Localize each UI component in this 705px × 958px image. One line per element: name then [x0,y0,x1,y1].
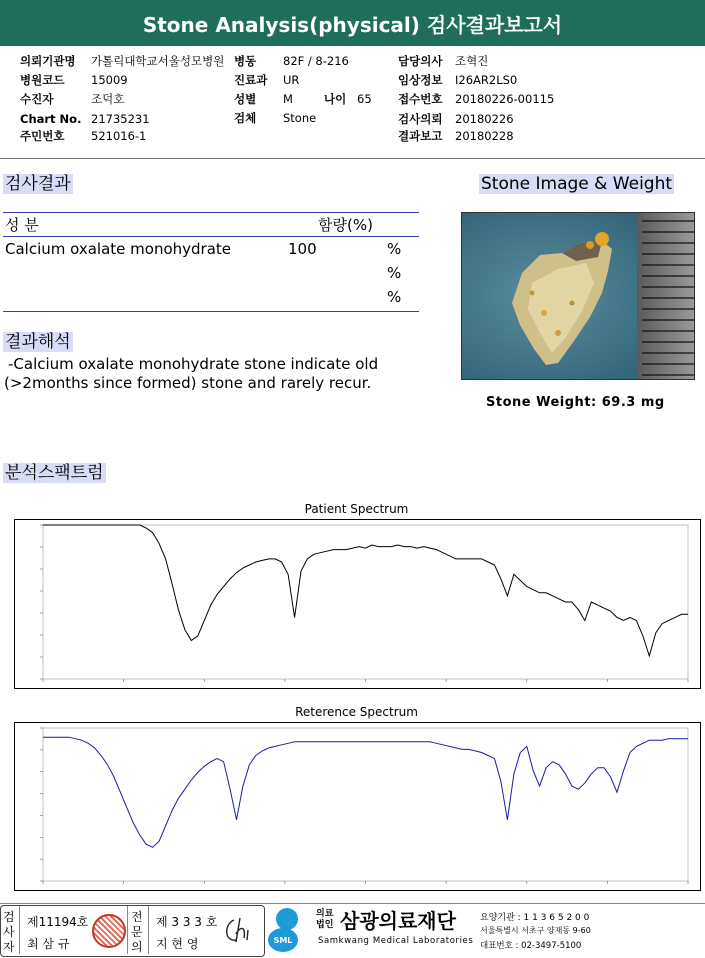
doctor-label: 담당의사 [398,54,443,68]
ward-value: 82F / 8-216 [283,54,349,68]
org-code: 요양기관 : 1 1 3 6 5 2 0 0 [480,913,590,923]
code-label: 병원코드 [20,73,65,87]
footer-divider [0,903,705,904]
hospital-label: 의뢰기관명 [20,54,76,68]
value-cell: 100 [288,240,317,258]
unit-cell: % [387,264,402,282]
spectrum-title: 분석스팩트럼 [5,463,104,483]
hospital-value: 가톨릭대학교서울성모병원 [91,54,225,68]
stone-image-title: Stone Image & Weight [481,174,673,194]
age-label: 나이 [324,92,347,106]
rrn-value: 521016-1 [91,129,147,143]
table-bottom-rule [3,311,419,312]
specialist-label: 전문의 [131,910,143,954]
table-top-rule [3,212,419,213]
results-title: 검사결과 [5,174,71,194]
request-label: 검사의뢰 [398,112,443,126]
table-header-rule [3,236,419,237]
accession-value: 20180226-00115 [455,92,555,106]
examiner-seal [92,914,126,948]
specialist-signature-icon [220,912,256,946]
stone-weight: Stone Weight: 69.3 mg [486,395,665,410]
ward-label: 병동 [234,54,257,68]
chart-label: Chart No. [20,112,82,126]
org-type: 의료법인 [316,909,334,930]
footer-cell-divider [148,906,149,954]
doctor-value: 조혁진 [455,54,489,68]
footer-cell-divider [19,906,20,954]
report-title: Stone Analysis(physical) 검사결과보고서 [0,0,705,46]
col-component-header: 성 분 [5,216,39,234]
unit-cell: % [387,240,402,258]
accession-label: 접수번호 [398,92,443,106]
spectrum-line [43,525,688,656]
sml-badge: SML [268,928,298,952]
patient-value: 조덕호 [91,92,125,106]
reference-spectrum-title: Reterence Spectrum [295,705,418,719]
report-date-label: 결과보고 [398,129,443,143]
examiner-label: 검사자 [3,910,15,954]
unit-cell: % [387,288,402,306]
specialist-name: 지 현 영 [156,937,199,951]
sex-label: 성별 [234,92,257,106]
org-address: 서울특별시 서초구 양재동 9-60 [480,926,591,935]
clinical-value: I26AR2LS0 [455,73,518,87]
patient-spectrum-title: Patient Spectrum [304,502,409,516]
patient-label: 수진자 [20,92,54,106]
dept-label: 진료과 [234,73,268,87]
rrn-label: 주민번호 [20,129,65,143]
specimen-value: Stone [283,111,317,125]
interpretation-title: 결과해석 [5,332,71,352]
component-cell: Calcium oxalate monohydrate [5,240,232,258]
reference-spectrum-chart [14,722,701,891]
stone-photo [461,212,695,380]
chart-value: 21735231 [91,112,150,126]
org-english-name: Samkwang Medical Laboratories [318,936,474,946]
report-date-value: 20180228 [455,129,514,143]
code-value: 15009 [91,73,128,87]
col-content-header: 함량(%) [318,216,373,234]
interpretation-line-1: -Calcium oxalate monohydrate stone indicate old [8,355,379,373]
request-value: 20180226 [455,112,514,126]
interpretation-line-2: (>2months since formed) stone and rarely recur. [4,374,372,392]
plot-frame [43,728,688,881]
clinical-label: 임상정보 [398,73,443,87]
spectrum-line [43,737,688,847]
sex-value: M [283,92,293,106]
patient-spectrum-chart [14,519,701,689]
specimen-label: 검체 [234,111,257,125]
age-value: 65 [357,92,372,106]
reference-spectrum-svg [15,723,700,890]
patient-spectrum-svg [15,520,700,688]
org-phone: 대표번호 : 02-3497-5100 [480,941,582,951]
sml-logo [268,908,314,954]
specialist-license: 제 3 3 3 호 [156,915,218,929]
dept-value: UR [283,73,300,87]
examiner-license: 제11194호 [27,915,89,929]
footer-cell-divider [127,906,128,954]
header-divider [0,158,705,159]
examiner-name: 최 삼 규 [27,937,70,951]
org-name: 삼광의료재단 [340,909,456,933]
